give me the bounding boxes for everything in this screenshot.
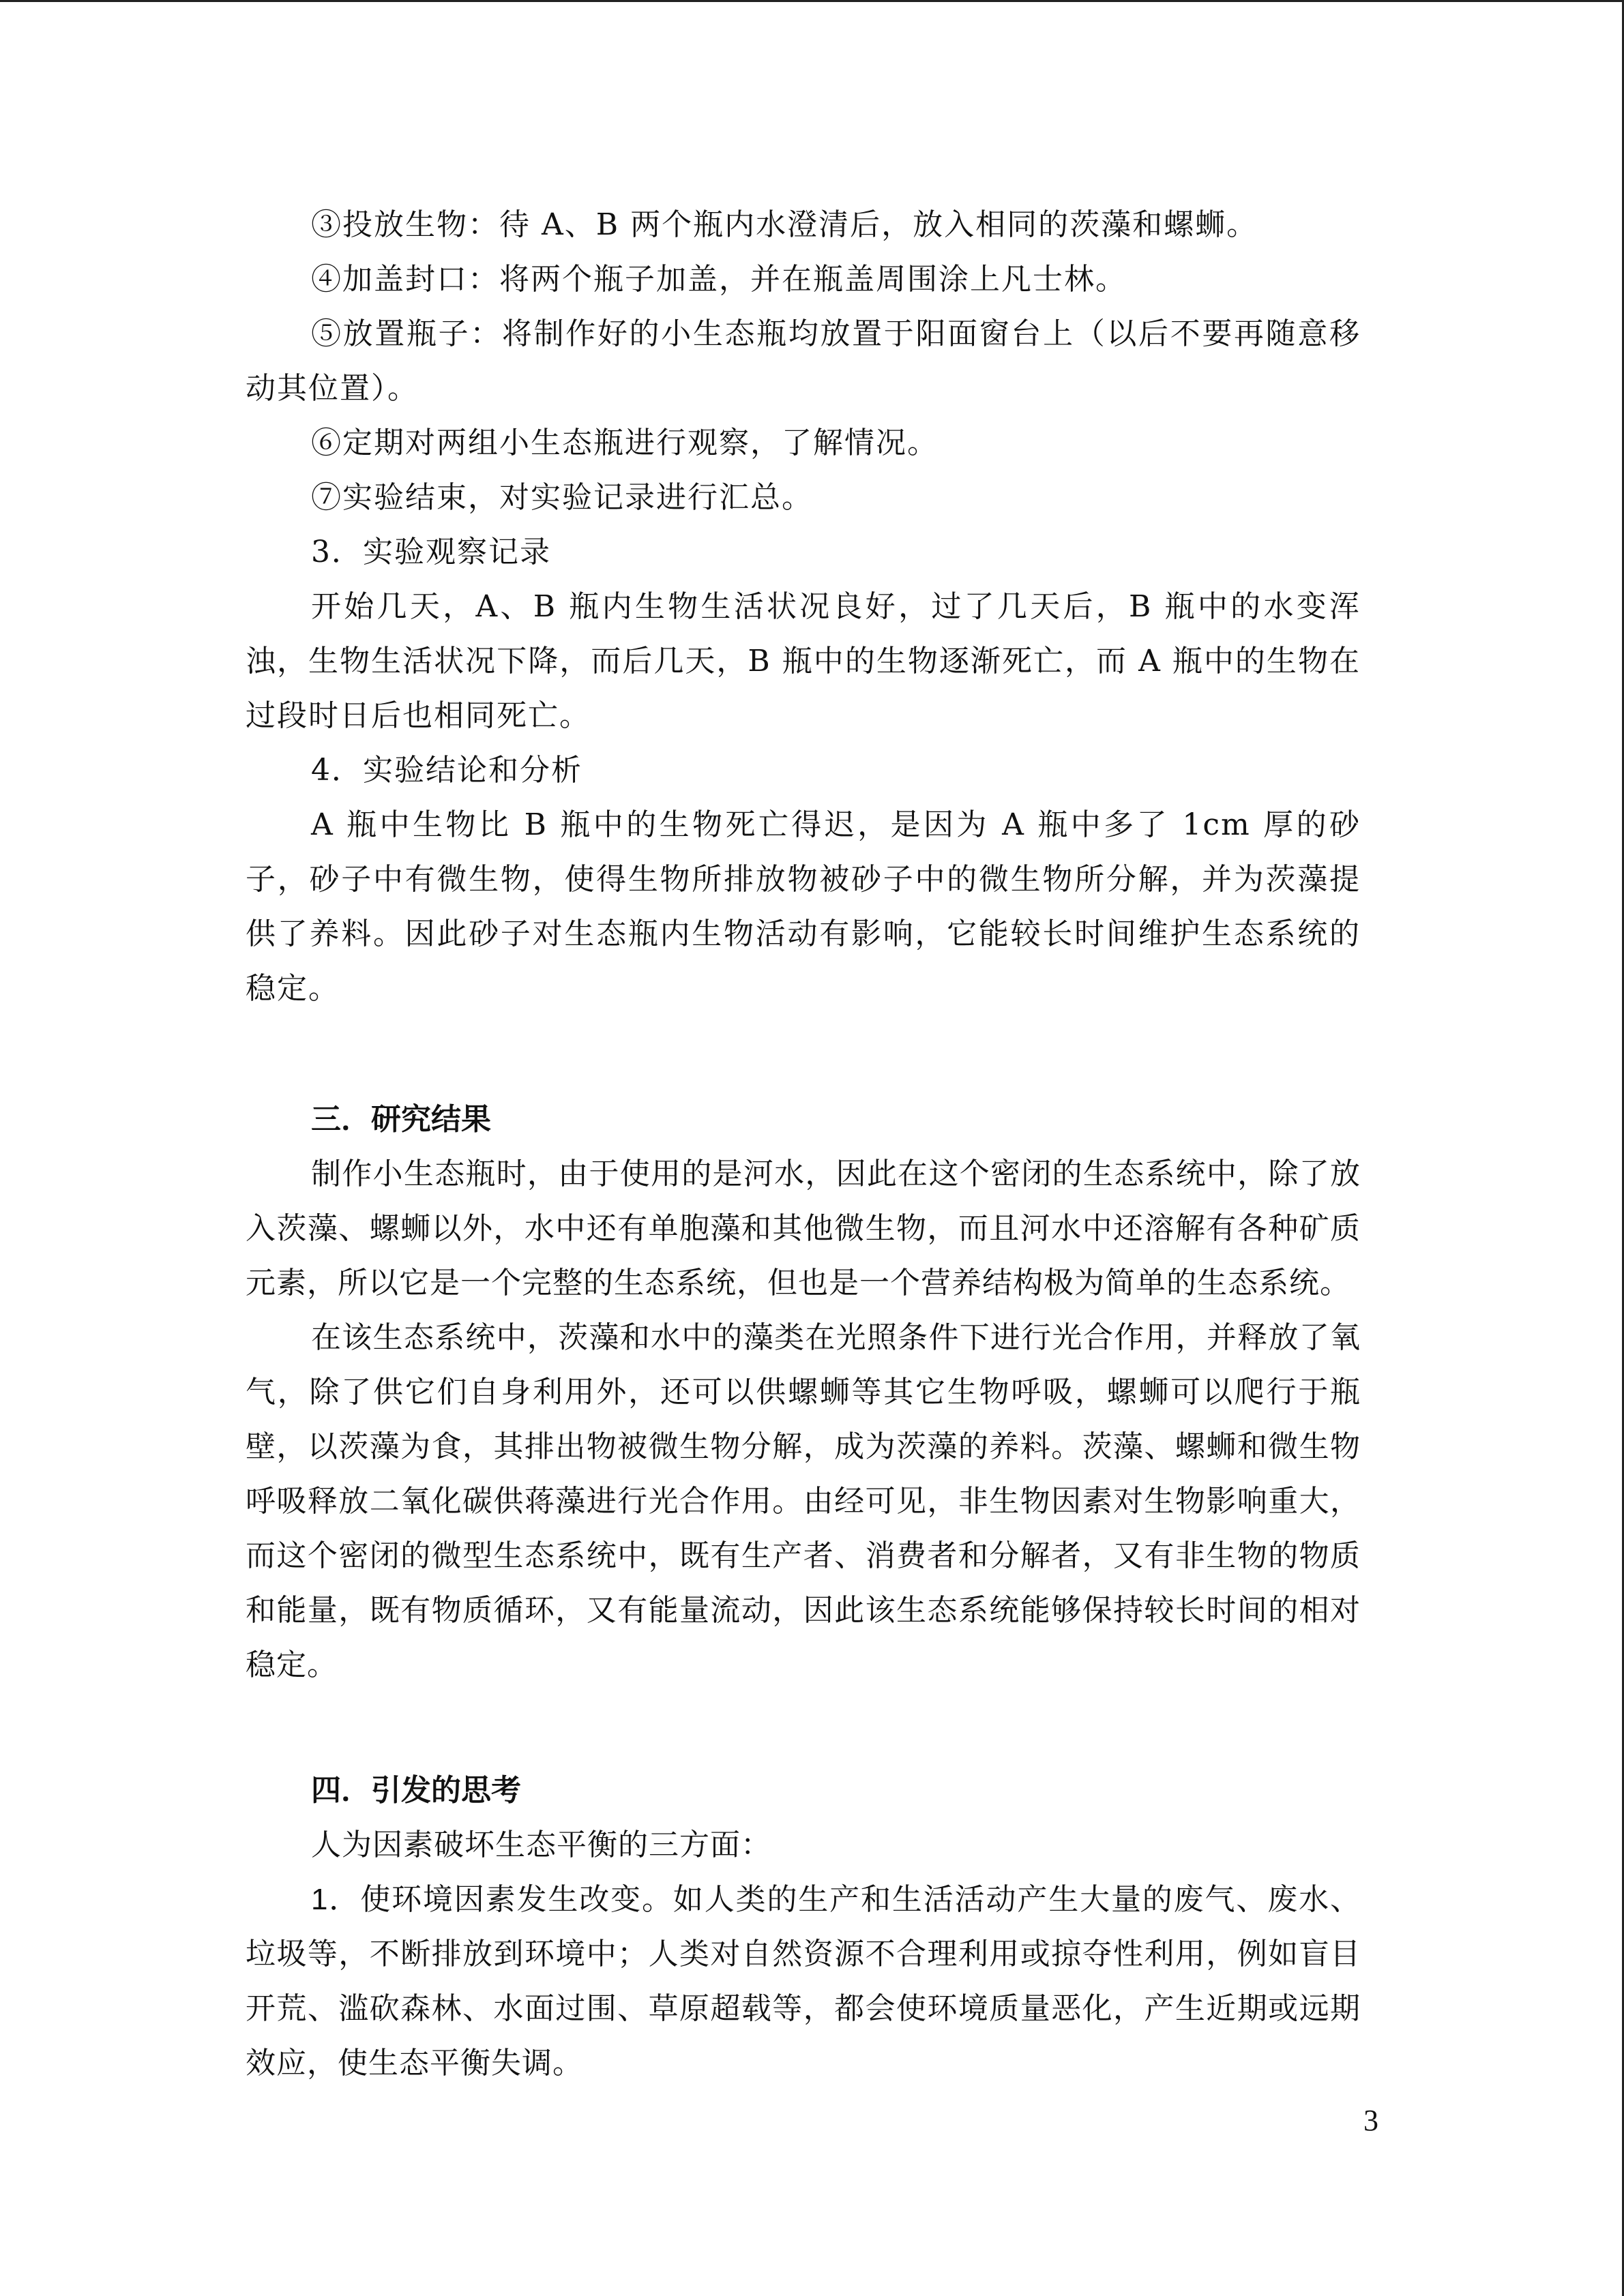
- section-4-point-1: 1．使环境因素发生改变。如人类的生产和生活活动产生大量的废气、废水、垃圾等，不断排放到环境中；人类对自然资源不合理利用或掠夺性利用，例如盲目开荒、滥砍森林、水面过围、草原超载等，都会使环境质量恶化，产生近期或远期效应，使生态平衡失调。: [246, 1883, 1361, 2080]
- step-4: ④加盖封口：将两个瓶子加盖，并在瓶盖周围涂上凡士林。: [311, 262, 1127, 297]
- step-6: ⑥定期对两组小生态瓶进行观察，了解情况。: [311, 426, 939, 460]
- step-3: ③投放生物：待 A、B 两个瓶内水澄清后，放入相同的茨藻和螺蛳。: [311, 207, 1258, 242]
- conclusion-heading: 4．实验结论和分析: [311, 753, 582, 788]
- step-5: ⑤放置瓶子：将制作好的小生态瓶均放置于阳面窗台上（以后不要再随意移动其位置）。: [246, 316, 1361, 406]
- step-7: ⑦实验结束，对实验记录进行汇总。: [311, 480, 813, 515]
- observation-heading: 3．实验观察记录: [311, 535, 551, 569]
- section-spacer: [246, 1693, 1361, 1763]
- section-3-heading: 三．研究结果: [311, 1102, 491, 1137]
- section-4-intro: 人为因素破坏生态平衡的三方面：: [311, 1828, 771, 1862]
- section-spacer: [246, 1016, 1361, 1092]
- section-4-heading: 四．引发的思考: [311, 1773, 521, 1808]
- observation-text: 开始几天，A、B 瓶内生物生活状况良好，过了几天后，B 瓶中的水变浑浊，生物生活状况下降，而后几天，B 瓶中的生物逐渐死亡，而 A 瓶中的生物在过段时日后也相同死亡。: [246, 589, 1361, 733]
- page-number: 3: [1363, 2104, 1378, 2137]
- document-body: [246, 198, 1361, 2091]
- conclusion-text: A 瓶中生物比 B 瓶中的生物死亡得迟，是因为 A 瓶中多了 1cm 厚的砂子，砂子中有微生物，使得生物所排放物被砂子中的微生物所分解，并为茨藻提供了养料。因此砂子对生态瓶内生物活动有影响，它能较长时间维护生态系统的稳定。: [246, 807, 1361, 1006]
- section-3-paragraph-2: 在该生态系统中，茨藻和水中的藻类在光照条件下进行光合作用，并释放了氧气，除了供它们自身利用外，还可以供螺蛳等其它生物呼吸，螺蛳可以爬行于瓶壁，以茨藻为食，其排出物被微生物分解，成为茨藻的养料。茨藻、螺蛳和微生物呼吸释放二氧化碳供蒋藻进行光合作用。由经可见，非生物因素对生物影响重大，而这个密闭的微型生态系统中，既有生产者、消费者和分解者，又有非生物的物质和能量，既有物质循环，又有能量流动，因此该生态系统能够保持较长时间的相对稳定。: [246, 1321, 1361, 1682]
- section-3-paragraph-1: 制作小生态瓶时，由于使用的是河水，因此在这个密闭的生态系统中，除了放入茨藻、螺蛳以外，水中还有单胞藻和其他微生物，而且河水中还溶解有各种矿质元素，所以它是一个完整的生态系统，但也是一个营养结构极为简单的生态系统。: [246, 1157, 1361, 1300]
